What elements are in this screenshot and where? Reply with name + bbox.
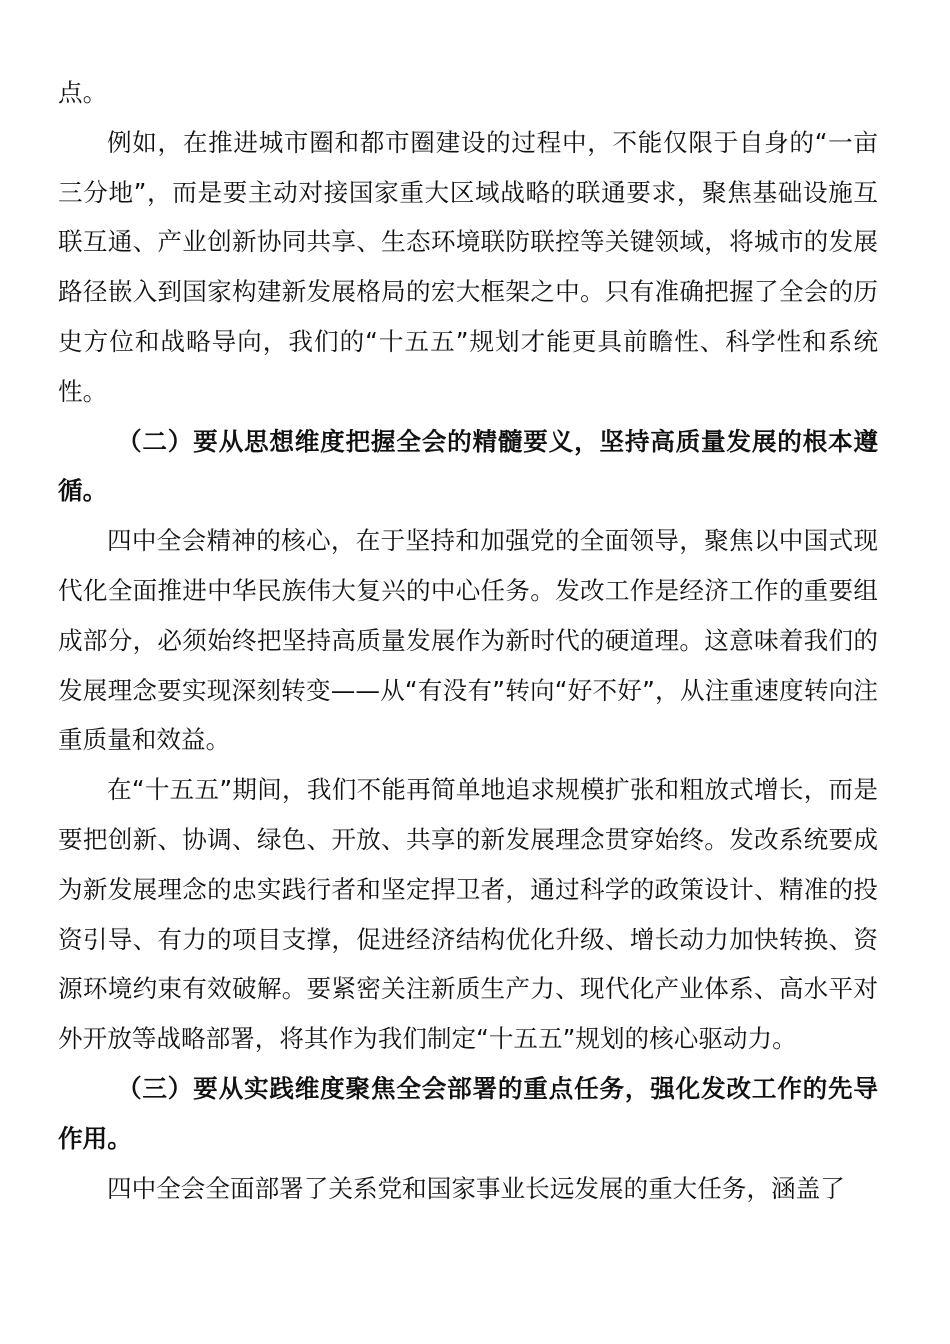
paragraph-major-tasks: 四中全会全面部署了关系党和国家事业长远发展的重大任务，涵盖了 xyxy=(107,1173,845,1203)
paragraph-15th-five-year-plan: 在“十五五”期间，我们不能再简单地追求规模扩张和粗放式增长，而是要把创新、协调、绿色、开放、共享的新发展理念贯穿始终。发改系统要成为新发展理念的忠实践行者和坚定捍卫者，通过科学的政策设计、精准的投资引导、有力的项目支撑，促进经济结构优化升级、增长动力加快转换、资源环境约束有效破解。要紧密关注新质生产力、现代化产业体系、高水平对外开放等战略部署，将其作为我们制定“十五五”规划的核心驱动力。 xyxy=(58,775,878,1054)
paragraph-city-circle-example: 例如，在推进城市圈和都市圈建设的过程中，不能仅限于自身的“一亩三分地”，而是要主动对接国家重大区域战略的联通要求，聚焦基础设施互联互通、产业创新协同共享、生态环境联防联控等关键领域，将城市的发展路径嵌入到国家构建新发展格局的宏大框架之中。只有准确把握了全会的历史方位和战略导向，我们的“十五五”规划才能更具前瞻性、科学性和系统性。 xyxy=(58,127,878,406)
document-page xyxy=(58,68,878,1213)
paragraph-core-spirit: 四中全会精神的核心，在于坚持和加强党的全面领导，聚焦以中国式现代化全面推进中华民族伟大复兴的中心任务。发改工作是经济工作的重要组成部分，必须始终把坚持高质量发展作为新时代的硬道理。这意味着我们的发展理念要实现深刻转变——从“有没有”转向“好不好”，从注重速度转向注重质量和效益。 xyxy=(58,526,878,755)
paragraph-continuation: 点。 xyxy=(58,78,108,107)
section-heading-3: （三）要从实践维度聚焦全会部署的重点任务，强化发改工作的先导作用。 xyxy=(58,1073,878,1153)
section-heading-2: （二）要从思想维度把握全会的精髓要义，坚持高质量发展的根本遵循。 xyxy=(58,426,878,506)
